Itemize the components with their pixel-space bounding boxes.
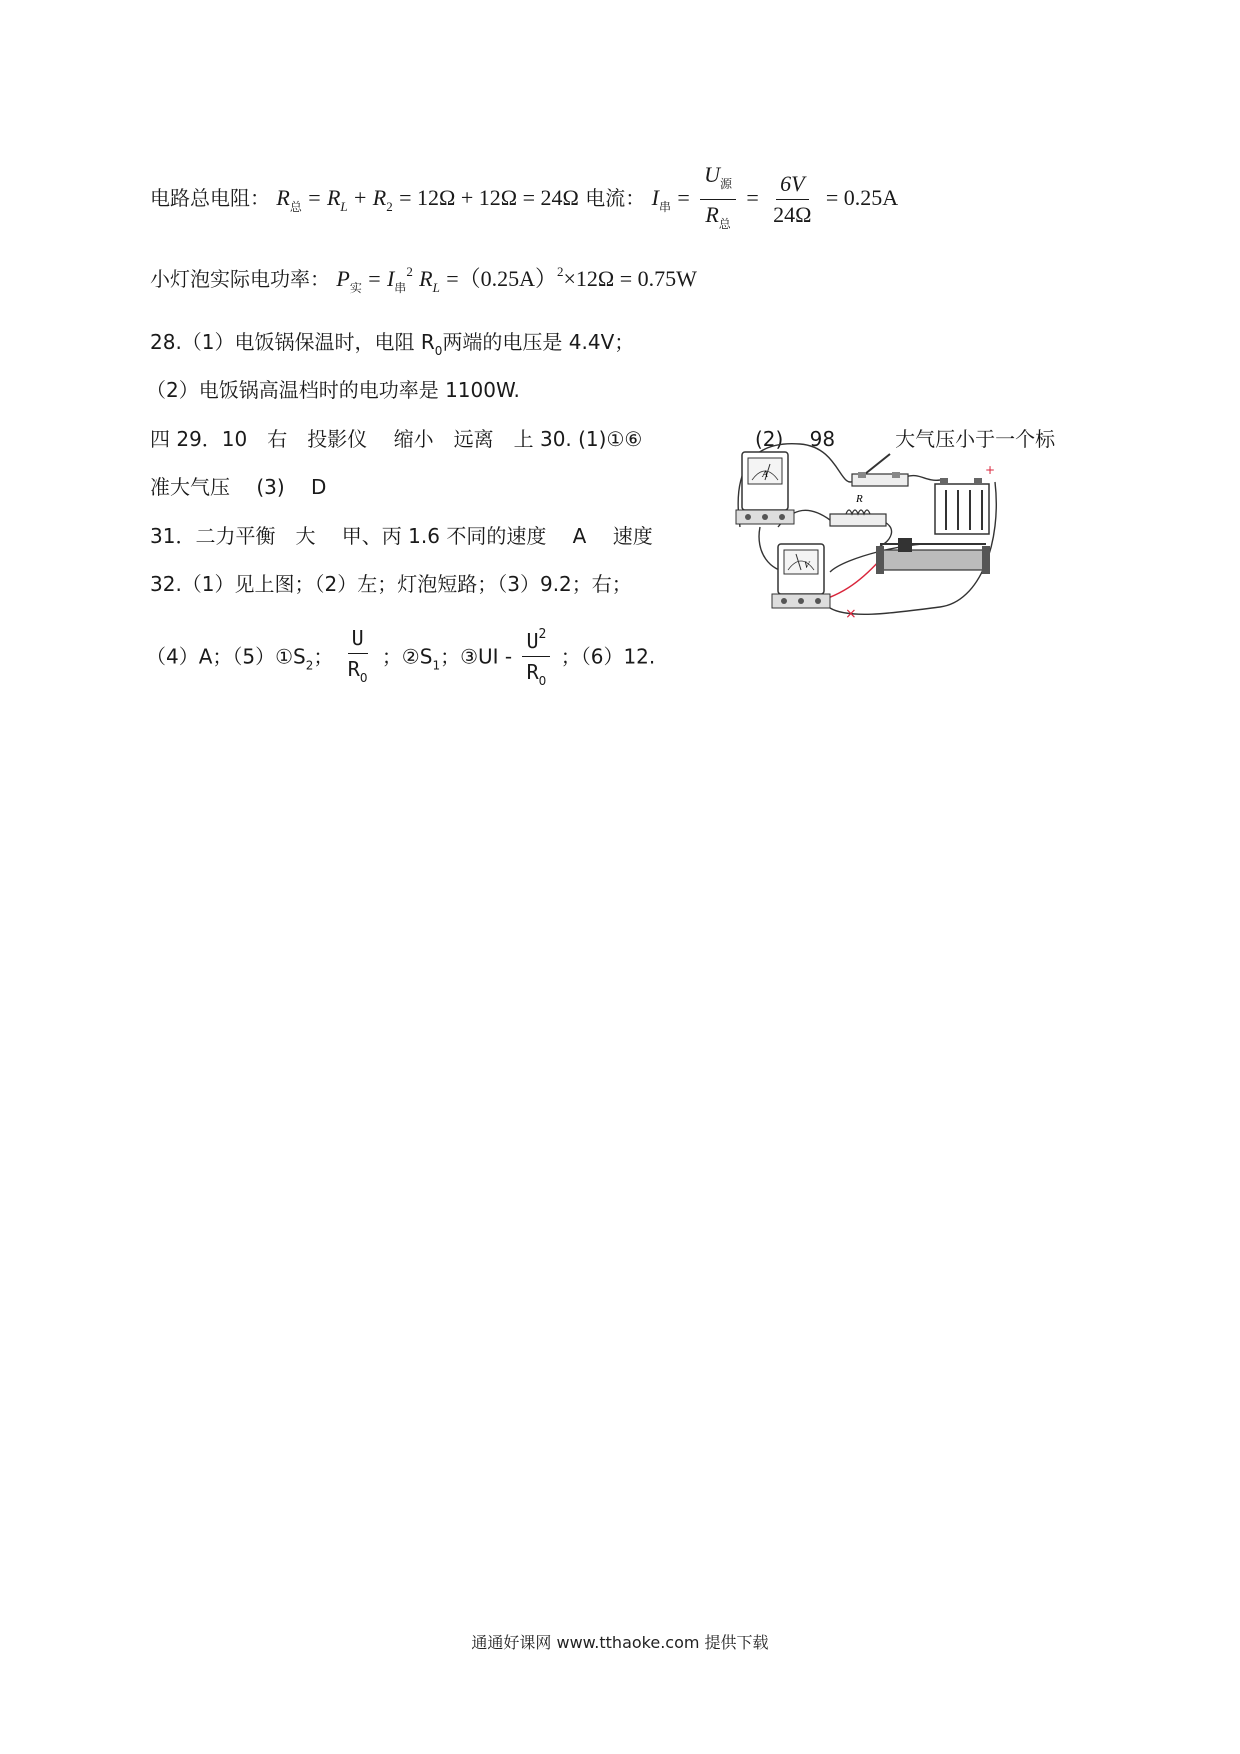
q30-text-right: (2) 98 大气压小于一个标: [755, 427, 1056, 451]
resistor-label: R: [856, 493, 863, 505]
battery-plus-label: +: [985, 463, 996, 477]
plus-sign: +: [354, 185, 367, 210]
voltmeter-label: V: [804, 560, 810, 570]
wire-switch-to-battery: [905, 476, 940, 481]
denominator-r: R: [526, 660, 539, 684]
symbol-r-total: R: [276, 185, 290, 210]
formula-actual-power: [150, 262, 697, 296]
q29-text-left: 四 29．10 右 投影仪 缩小 远离 上 30. (1)①⑥: [150, 427, 643, 451]
battery: [935, 463, 995, 534]
q32-part-a: （4）A；（5）①S: [146, 644, 306, 669]
power-expression-b: ×12Ω = 0.75W: [563, 266, 697, 291]
q28-text-2: （2）电饭锅高温档时的电功率是 1100W.: [146, 378, 520, 402]
footer: 通通好课网 www.tthaoke.com 提供下载: [471, 1633, 769, 1652]
q32-text-1: 32.（1）见上图；（2）左；灯泡短路；（3）9.2；右；: [150, 572, 632, 596]
q28-line-1: [150, 326, 634, 358]
sub-0: 0: [434, 344, 443, 358]
total-resistance-value: = 12Ω + 12Ω = 24Ω: [399, 185, 579, 210]
sub-2: 2: [305, 658, 314, 673]
sub-l: L: [432, 280, 440, 295]
symbol-i: I: [651, 185, 659, 210]
sub-0: 0: [359, 671, 368, 685]
fraction-6v-over-24ohm: [769, 171, 815, 228]
semicolon: ；: [313, 644, 334, 669]
symbol-r: R: [705, 202, 719, 227]
sub-total: 总: [718, 217, 731, 231]
sub-l: L: [340, 199, 348, 214]
voltmeter: [772, 544, 830, 608]
symbol-r2: R: [372, 185, 387, 210]
equals-sign: =: [677, 185, 690, 210]
formula-total-resistance: [150, 162, 898, 237]
sub-actual: 实: [349, 281, 362, 295]
q28-text-a: 28.（1）电饭锅保温时，电阻 R: [150, 330, 435, 354]
superscript-2: 2: [557, 264, 564, 279]
q29-text-2: 准大气压 (3) D: [150, 475, 327, 499]
label-current: 电流：: [585, 186, 646, 210]
sub-1: 1: [432, 658, 441, 673]
symbol-u: U: [704, 162, 720, 187]
switch: [852, 454, 908, 486]
sub-0: 0: [538, 674, 547, 688]
numerator-u: U: [526, 629, 539, 653]
symbol-rl: R: [419, 266, 433, 291]
label-actual-power: 小灯泡实际电功率：: [150, 267, 330, 291]
q28-line-2: [146, 374, 520, 403]
denominator-r: R: [347, 657, 360, 681]
ammeter-label: A: [762, 469, 768, 479]
resistor: [830, 493, 886, 526]
rheostat: [876, 538, 990, 574]
superscript-2: 2: [406, 264, 413, 279]
q31-line: [150, 520, 653, 549]
symbol-rl: R: [326, 185, 341, 210]
sub-series: 串: [394, 281, 407, 295]
sub-series: 串: [658, 200, 671, 214]
q32-line-1: [150, 568, 632, 597]
cross-mark: ×: [845, 606, 857, 622]
sub-2: 2: [386, 199, 393, 214]
superscript-2: 2: [538, 627, 547, 642]
q31-text: 31．二力平衡 大 甲、丙 1.6 不同的速度 A 速度: [150, 524, 653, 548]
numerator-6v: 6V: [776, 171, 808, 200]
equals-sign: =: [368, 266, 381, 291]
sub-source: 源: [719, 177, 732, 191]
equals-sign: =: [308, 185, 321, 210]
q29-line-1: [150, 423, 642, 452]
label-total-resistance: 电路总电阻：: [150, 186, 270, 210]
fraction-u-over-r: [700, 162, 736, 237]
q32-part-b: ；②S: [381, 644, 433, 669]
fraction-u2-over-r0: [522, 622, 550, 694]
equals-sign: =: [746, 185, 759, 210]
sub-total: 总: [289, 200, 302, 214]
ammeter: [736, 452, 794, 524]
q29-line-2: [150, 471, 326, 500]
q32-part-d: ；（6）12.: [560, 644, 656, 669]
q32-part-c: ；③UI -: [440, 644, 513, 669]
q28-text-b: 两端的电压是 4.4V；: [442, 330, 635, 354]
q32-line-2: [146, 622, 655, 694]
denominator-24ohm: 24Ω: [773, 202, 812, 227]
symbol-i: I: [386, 266, 395, 291]
numerator-u: U: [348, 625, 368, 654]
power-expression-a: =（0.25A）: [446, 266, 558, 291]
symbol-p: P: [336, 266, 350, 291]
fraction-u-over-r0: [344, 625, 372, 691]
current-result: = 0.25A: [825, 185, 899, 210]
circuit-diagram: [730, 432, 1002, 642]
